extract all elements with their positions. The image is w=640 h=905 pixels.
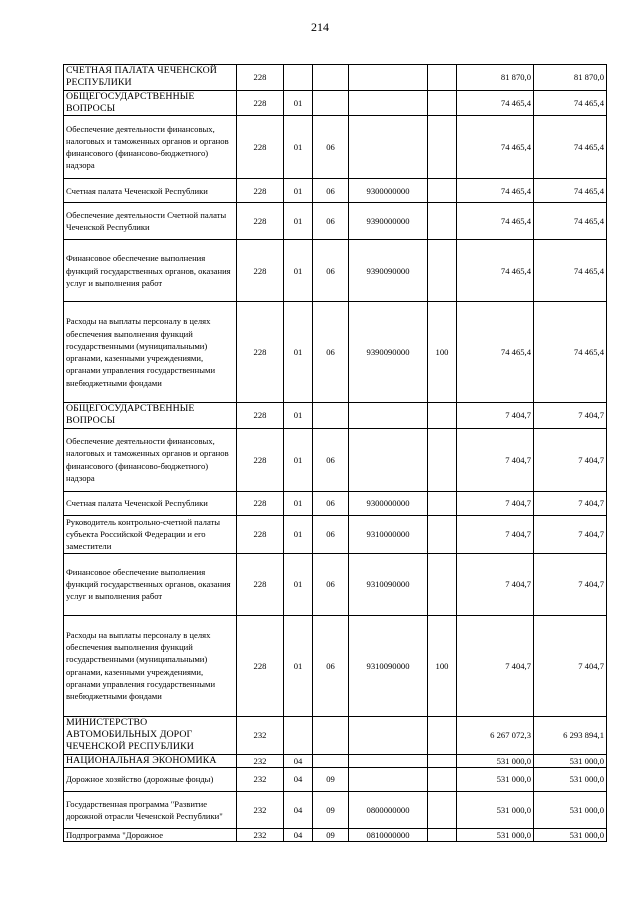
cell-sum1: 74 465,4 — [457, 179, 534, 203]
cell-sum1: 7 404,7 — [457, 553, 534, 615]
cell-vr — [428, 90, 457, 116]
cell-vr — [428, 491, 457, 515]
cell-sum2: 7 404,7 — [534, 615, 607, 716]
cell-sum2: 7 404,7 — [534, 515, 607, 553]
cell-sum2: 7 404,7 — [534, 403, 607, 429]
cell-rz: 01 — [284, 240, 313, 302]
cell-name: Дорожное хозяйство (дорожные фонды) — [64, 767, 237, 791]
cell-pr: 06 — [313, 428, 349, 491]
cell-rz: 01 — [284, 116, 313, 179]
table-row — [64, 403, 607, 429]
cell-csr: 0800000000 — [349, 791, 428, 828]
cell-csr: 9390000000 — [349, 203, 428, 240]
cell-csr — [349, 65, 428, 91]
cell-sum1: 7 404,7 — [457, 428, 534, 491]
cell-csr: 9310090000 — [349, 615, 428, 716]
cell-rz: 01 — [284, 203, 313, 240]
cell-sum2: 74 465,4 — [534, 240, 607, 302]
cell-ved: 228 — [237, 615, 284, 716]
cell-ved: 232 — [237, 828, 284, 841]
table-row — [64, 302, 607, 403]
cell-ved: 228 — [237, 403, 284, 429]
page-number: 214 — [311, 20, 329, 34]
table-row — [64, 179, 607, 203]
cell-vr — [428, 716, 457, 754]
cell-sum1: 74 465,4 — [457, 302, 534, 403]
cell-sum2: 74 465,4 — [534, 90, 607, 116]
cell-pr — [313, 90, 349, 116]
cell-ved: 232 — [237, 791, 284, 828]
cell-sum1: 6 267 072,3 — [457, 716, 534, 754]
table-row — [64, 203, 607, 240]
table-row — [64, 240, 607, 302]
cell-sum1: 7 404,7 — [457, 515, 534, 553]
table-row — [64, 828, 607, 841]
cell-sum1: 531 000,0 — [457, 754, 534, 767]
table-row — [64, 65, 607, 91]
cell-sum2: 7 404,7 — [534, 428, 607, 491]
cell-pr: 09 — [313, 828, 349, 841]
cell-ved: 232 — [237, 716, 284, 754]
cell-sum1: 74 465,4 — [457, 116, 534, 179]
cell-csr — [349, 116, 428, 179]
cell-ved: 232 — [237, 754, 284, 767]
cell-vr — [428, 767, 457, 791]
cell-vr — [428, 515, 457, 553]
cell-rz — [284, 716, 313, 754]
cell-name: МИНИСТЕРСТВО АВТОМОБИЛЬНЫХ ДОРОГ ЧЕЧЕНСКОЙ РЕСПУБЛИКИ — [64, 716, 237, 754]
cell-sum1: 7 404,7 — [457, 615, 534, 716]
cell-pr — [313, 65, 349, 91]
cell-ved: 228 — [237, 553, 284, 615]
cell-sum2: 81 870,0 — [534, 65, 607, 91]
table-row — [64, 553, 607, 615]
cell-rz: 01 — [284, 302, 313, 403]
cell-name: Счетная палата Чеченской Республики — [64, 491, 237, 515]
cell-name: Государственная программа "Развитие дорожной отрасли Чеченской Республики" — [64, 791, 237, 828]
cell-csr: 9390090000 — [349, 240, 428, 302]
table-row — [64, 116, 607, 179]
cell-name: Счетная палата Чеченской Республики — [64, 179, 237, 203]
table-row — [64, 615, 607, 716]
cell-name: Обеспечение деятельности Счетной палаты Чеченской Республики — [64, 203, 237, 240]
cell-pr — [313, 403, 349, 429]
cell-name: ОБЩЕГОСУДАРСТВЕННЫЕ ВОПРОСЫ — [64, 90, 237, 116]
cell-rz — [284, 65, 313, 91]
cell-csr: 9310000000 — [349, 515, 428, 553]
cell-csr — [349, 403, 428, 429]
cell-rz: 04 — [284, 754, 313, 767]
cell-rz: 01 — [284, 403, 313, 429]
cell-sum1: 74 465,4 — [457, 90, 534, 116]
cell-rz: 01 — [284, 491, 313, 515]
cell-vr — [428, 791, 457, 828]
cell-rz: 01 — [284, 90, 313, 116]
cell-vr — [428, 403, 457, 429]
cell-csr: 9300000000 — [349, 179, 428, 203]
table-row — [64, 716, 607, 754]
cell-vr — [428, 116, 457, 179]
cell-csr: 0810000000 — [349, 828, 428, 841]
cell-sum1: 74 465,4 — [457, 240, 534, 302]
cell-rz: 04 — [284, 767, 313, 791]
cell-name: Расходы на выплаты персоналу в целях обеспечения выполнения функций государственными (муниципальными) органами, казенными учреждениями, органами управления государственными внебюджетными фондами — [64, 302, 237, 403]
cell-rz: 01 — [284, 428, 313, 491]
cell-sum1: 531 000,0 — [457, 767, 534, 791]
cell-csr: 9310090000 — [349, 553, 428, 615]
cell-pr — [313, 716, 349, 754]
cell-ved: 228 — [237, 302, 284, 403]
cell-sum2: 531 000,0 — [534, 828, 607, 841]
cell-sum2: 7 404,7 — [534, 491, 607, 515]
cell-pr: 06 — [313, 116, 349, 179]
table-row — [64, 491, 607, 515]
cell-csr — [349, 90, 428, 116]
cell-pr: 06 — [313, 240, 349, 302]
cell-vr — [428, 428, 457, 491]
cell-name: Подпрограмма "Дорожное — [64, 828, 237, 841]
cell-vr — [428, 240, 457, 302]
cell-rz: 01 — [284, 515, 313, 553]
cell-csr — [349, 428, 428, 491]
cell-csr — [349, 716, 428, 754]
budget-table — [63, 64, 607, 842]
cell-sum1: 531 000,0 — [457, 828, 534, 841]
cell-pr: 06 — [313, 203, 349, 240]
cell-name: ОБЩЕГОСУДАРСТВЕННЫЕ ВОПРОСЫ — [64, 403, 237, 429]
cell-name: СЧЕТНАЯ ПАЛАТА ЧЕЧЕНСКОЙ РЕСПУБЛИКИ — [64, 65, 237, 91]
cell-rz: 01 — [284, 179, 313, 203]
cell-ved: 228 — [237, 203, 284, 240]
table-row — [64, 515, 607, 553]
cell-name: Руководитель контрольно-счетной палаты субъекта Российской Федерации и его заместители — [64, 515, 237, 553]
cell-sum2: 6 293 894,1 — [534, 716, 607, 754]
cell-pr: 06 — [313, 615, 349, 716]
cell-ved: 228 — [237, 116, 284, 179]
table-row — [64, 791, 607, 828]
cell-sum2: 531 000,0 — [534, 767, 607, 791]
cell-ved: 228 — [237, 491, 284, 515]
cell-pr: 06 — [313, 302, 349, 403]
cell-sum1: 531 000,0 — [457, 791, 534, 828]
cell-name: НАЦИОНАЛЬНАЯ ЭКОНОМИКА — [64, 754, 237, 767]
cell-ved: 232 — [237, 767, 284, 791]
cell-ved: 228 — [237, 428, 284, 491]
cell-name: Обеспечение деятельности финансовых, налоговых и таможенных органов и органов финансового (финансово-бюджетного) надзора — [64, 428, 237, 491]
cell-ved: 228 — [237, 240, 284, 302]
cell-sum2: 531 000,0 — [534, 754, 607, 767]
table-row — [64, 428, 607, 491]
cell-rz: 01 — [284, 553, 313, 615]
cell-sum1: 7 404,7 — [457, 491, 534, 515]
cell-vr — [428, 754, 457, 767]
cell-csr — [349, 767, 428, 791]
cell-vr — [428, 179, 457, 203]
cell-pr: 09 — [313, 767, 349, 791]
table-row — [64, 767, 607, 791]
cell-vr: 100 — [428, 615, 457, 716]
table-row — [64, 754, 607, 767]
cell-name: Расходы на выплаты персоналу в целях обеспечения выполнения функций государственными (муниципальными) органами, казенными учреждениями, органами управления государственными внебюджетными фондами — [64, 615, 237, 716]
cell-pr: 06 — [313, 553, 349, 615]
cell-pr: 06 — [313, 515, 349, 553]
cell-vr — [428, 828, 457, 841]
cell-csr — [349, 754, 428, 767]
table-row — [64, 90, 607, 116]
cell-csr: 9300000000 — [349, 491, 428, 515]
cell-pr: 06 — [313, 179, 349, 203]
cell-sum1: 7 404,7 — [457, 403, 534, 429]
cell-csr: 9390090000 — [349, 302, 428, 403]
cell-ved: 228 — [237, 179, 284, 203]
cell-sum2: 74 465,4 — [534, 116, 607, 179]
cell-sum1: 81 870,0 — [457, 65, 534, 91]
table-body — [64, 65, 607, 842]
cell-pr — [313, 754, 349, 767]
cell-vr — [428, 65, 457, 91]
cell-rz: 04 — [284, 828, 313, 841]
cell-vr: 100 — [428, 302, 457, 403]
cell-rz: 04 — [284, 791, 313, 828]
cell-sum1: 74 465,4 — [457, 203, 534, 240]
cell-sum2: 74 465,4 — [534, 302, 607, 403]
cell-vr — [428, 553, 457, 615]
cell-ved: 228 — [237, 90, 284, 116]
cell-pr: 06 — [313, 491, 349, 515]
cell-name: Обеспечение деятельности финансовых, налоговых и таможенных органов и органов финансового (финансово-бюджетного) надзора — [64, 116, 237, 179]
cell-name: Финансовое обеспечение выполнения функций государственных органов, оказания услуг и выполнения работ — [64, 553, 237, 615]
cell-sum2: 74 465,4 — [534, 179, 607, 203]
cell-sum2: 531 000,0 — [534, 791, 607, 828]
cell-vr — [428, 203, 457, 240]
cell-sum2: 74 465,4 — [534, 203, 607, 240]
cell-sum2: 7 404,7 — [534, 553, 607, 615]
cell-name: Финансовое обеспечение выполнения функций государственных органов, оказания услуг и выполнения работ — [64, 240, 237, 302]
cell-ved: 228 — [237, 515, 284, 553]
cell-rz: 01 — [284, 615, 313, 716]
cell-pr: 09 — [313, 791, 349, 828]
cell-ved: 228 — [237, 65, 284, 91]
